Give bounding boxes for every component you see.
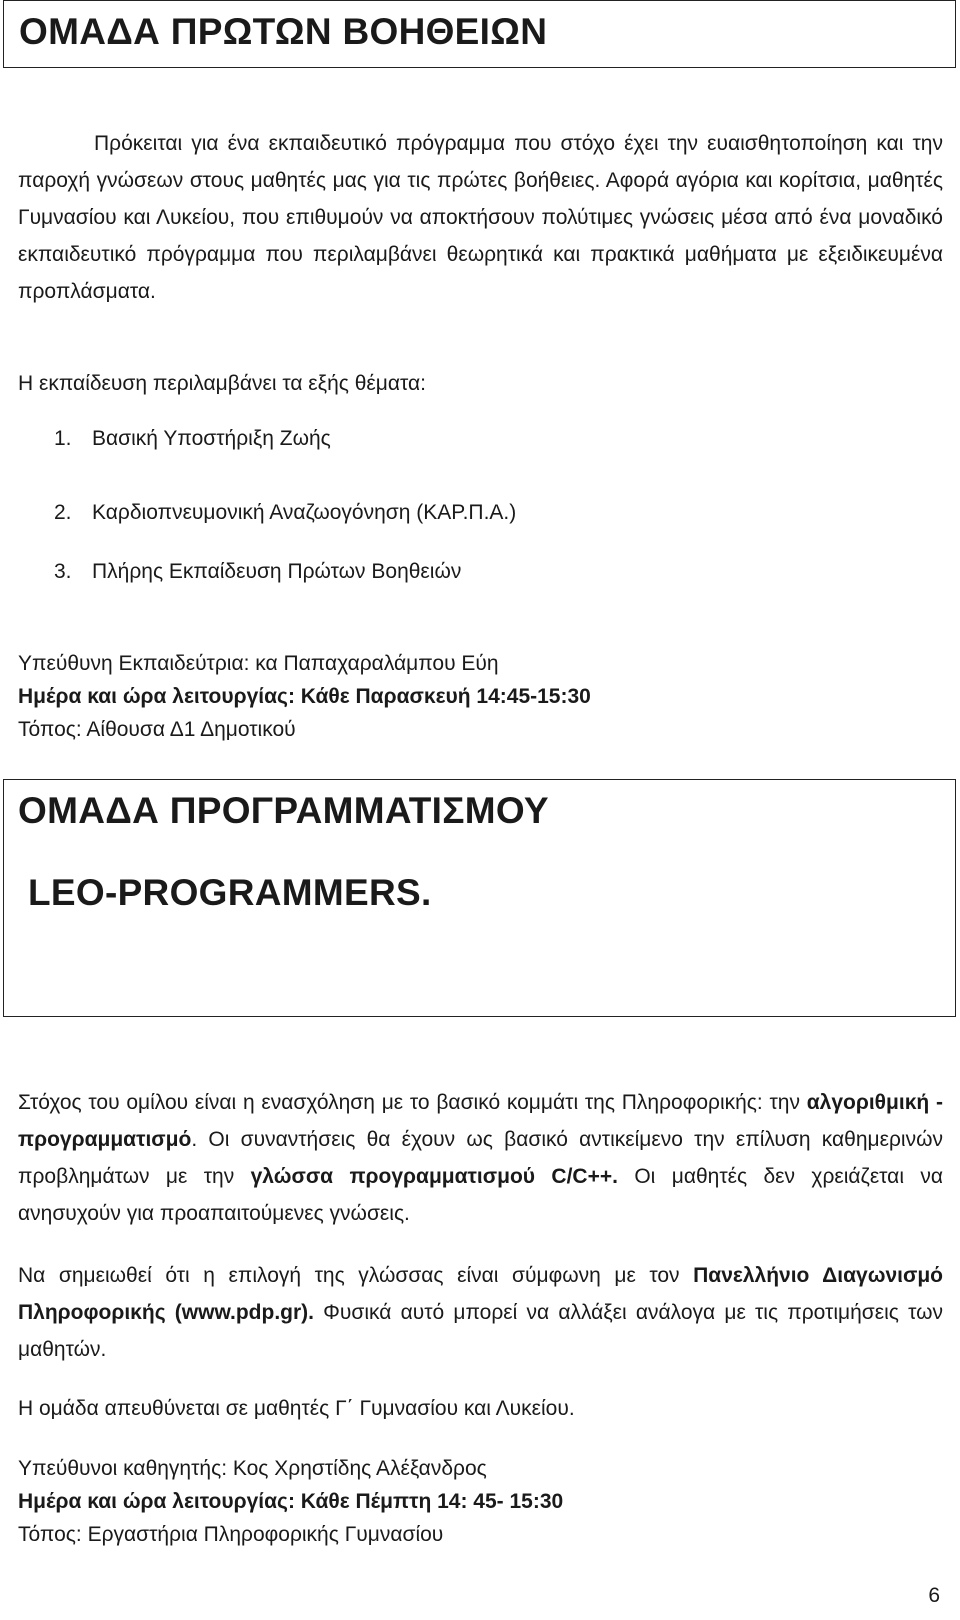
topic-number: 1. [54,427,72,450]
goal-text-language: γλώσσα προγραμματισμού C/C++. [250,1165,618,1188]
note-text-a: Να σημειωθεί ότι η επιλογή της γλώσσας είναι σύμφωνη με τον [18,1264,694,1287]
topic-item-3 [54,557,461,587]
programming-note-paragraph [18,1257,943,1368]
programming-teacher: Υπεύθυνοι καθηγητής: Κος Χρηστίδης Αλέξανδρος [18,1457,487,1480]
topic-text: Πλήρης Εκπαίδευση Πρώτων Βοηθειών [92,560,462,583]
topics-heading: Η εκπαίδευση περιλαμβάνει τα εξής θέματα: [18,372,426,395]
topic-text: Καρδιοπνευμονική Αναζωογόνηση (ΚΑΡ.Π.Α.) [92,501,517,524]
first-aid-intro [18,125,943,310]
goal-text-e: Οι μαθητές δεν χρειάζεται να ανησυχούν για προαπαιτούμενες γνώσεις. [18,1165,944,1225]
first-aid-title-box [3,0,956,68]
page-number: 6 [928,1584,940,1607]
programming-audience: Η ομάδα απευθύνεται σε μαθητές Γ΄ Γυμνασίου και Λυκείου. [18,1397,575,1420]
programming-subtitle: LEO-PROGRAMMERS. [28,872,432,913]
topic-item-1 [54,424,331,454]
first-aid-location: Τόπος: Αίθουσα Δ1 Δημοτικού [18,718,296,741]
first-aid-instructor: Υπεύθυνη Εκπαιδεύτρια: κα Παπαχαραλάμπου Εύη [18,652,499,675]
goal-text-algorithmics: αλγοριθμική - προγραμματισμό [18,1091,943,1151]
topic-number: 3. [54,560,72,583]
programming-goal-paragraph [18,1084,943,1232]
note-text-competition: Πανελλήνιο Διαγωνισμό Πληροφορικής (www.pdp.gr). [18,1264,943,1324]
programming-schedule: Ημέρα και ώρα λειτουργίας: Κάθε Πέμπτη 14: 45- 15:30 [18,1490,564,1513]
goal-text-c: . Οι συναντήσεις θα έχουν ως βασικό αντικείμενο την επίλυση καθημερινών προβλημάτων με την [18,1128,943,1188]
first-aid-schedule: Ημέρα και ώρα λειτουργίας: Κάθε Παρασκευή 14:45-15:30 [18,685,591,708]
note-text-c: Φυσικά αυτό μπορεί να αλλάξει ανάλογα με τις προτιμήσεις των μαθητών. [18,1301,943,1361]
topic-item-2 [54,498,516,528]
programming-title-box [3,779,956,1017]
topic-text: Βασική Υποστήριξη Ζωής [92,427,331,450]
programming-title: ΟΜΑΔΑ ΠΡΟΓΡΑΜΜΑΤΙΣΜΟΥ [18,790,549,831]
first-aid-title: ΟΜΑΔΑ ΠΡΩΤΩΝ ΒΟΗΘΕΙΩΝ [19,11,548,52]
goal-text-a: Στόχος του ομίλου είναι η ενασχόληση με το βασικό κομμάτι της Πληροφορικής: την [18,1091,807,1114]
first-aid-intro-text: Πρόκειται για ένα εκπαιδευτικό πρόγραμμα που στόχο έχει την ευαισθητοποίηση και την παροχή γνώσεων στους μαθητές μας για τις πρώτες βοήθειες. Αφορά αγόρια και κορίτσια, μαθητές Γυμνασίου και Λυκείου, που επιθυμούν να αποκτήσουν πολύτιμες γνώσεις μέσα από ένα μοναδικό εκπαιδευτικό πρόγραμμα που περιλαμβάνει θεωρητικά και πρακτικά μαθήματα με εξειδικευμένα προπλάσματα. [18,132,943,303]
programming-location: Τόπος: Εργαστήρια Πληροφορικής Γυμνασίου [18,1523,444,1546]
topic-number: 2. [54,501,72,524]
